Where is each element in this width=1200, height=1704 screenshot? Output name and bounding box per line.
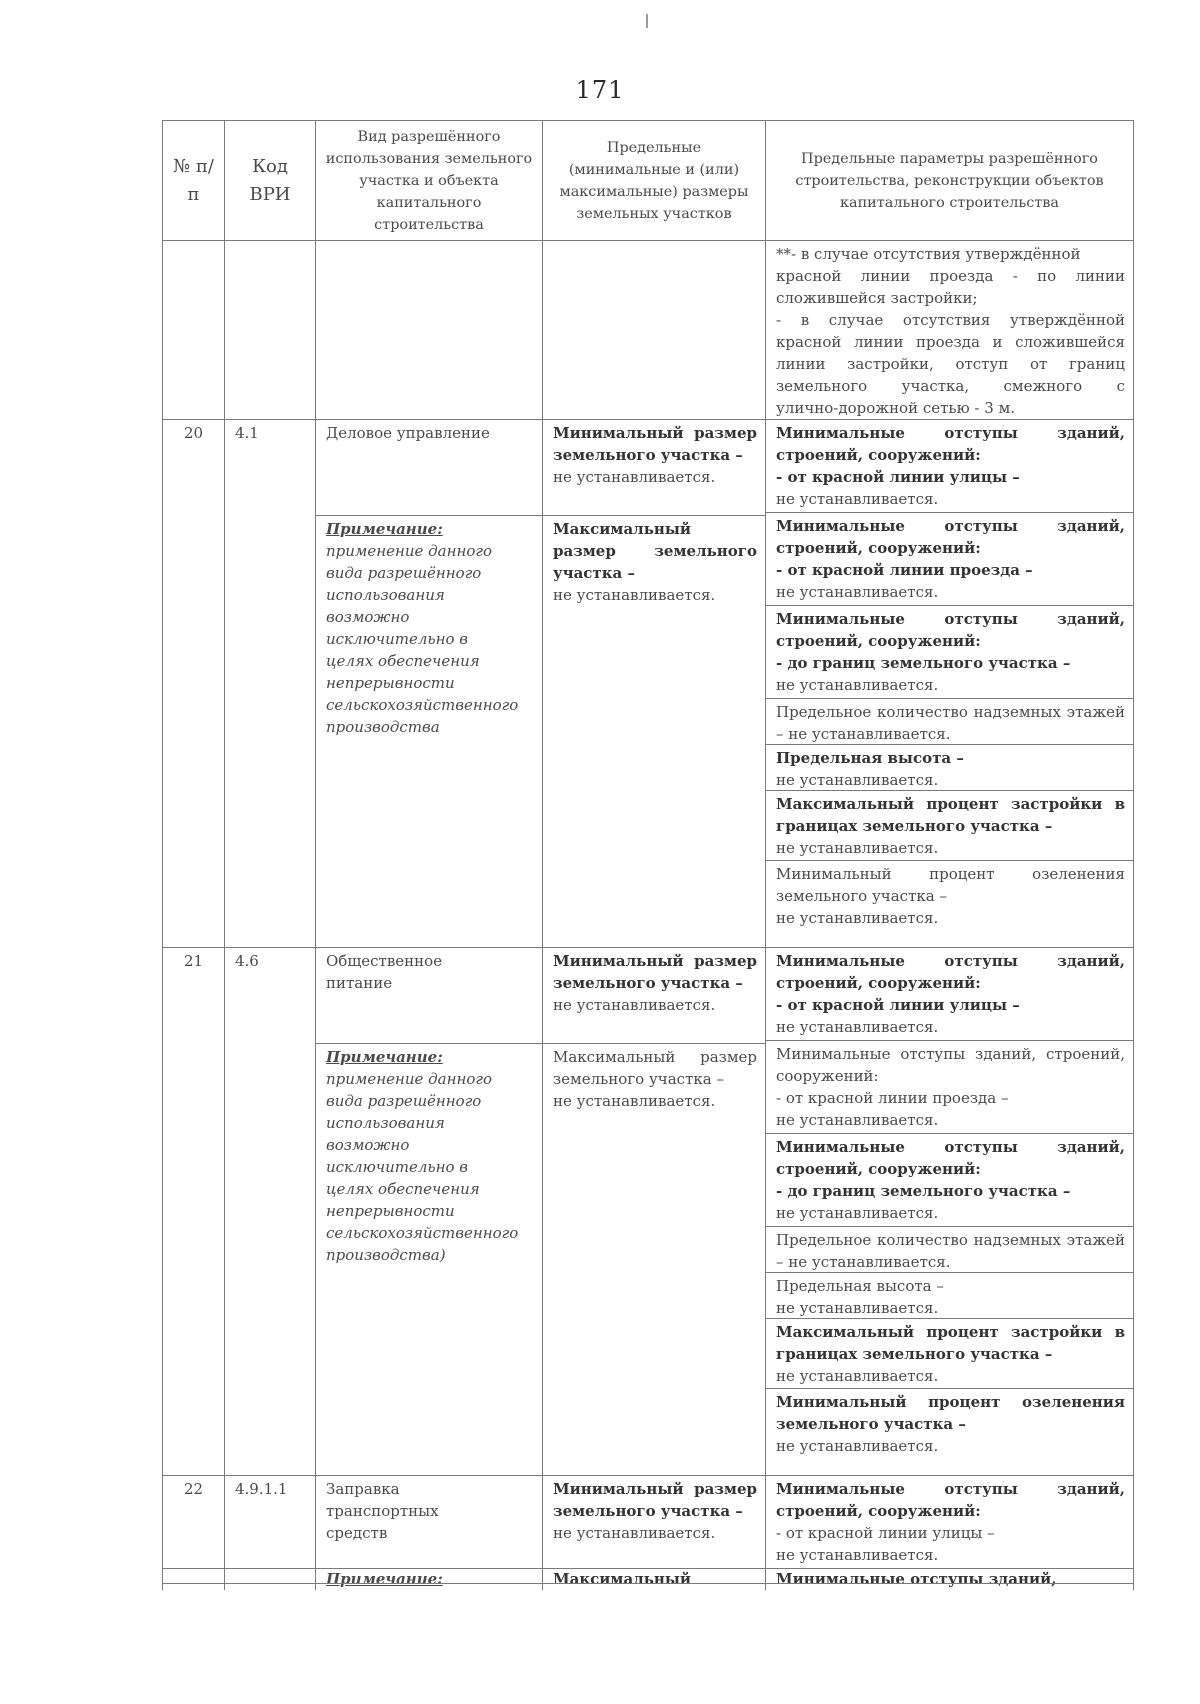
setback-value: не устанавливается.	[776, 490, 939, 508]
setback-passage-text: - от красной линии проезда –	[776, 1089, 1009, 1107]
header-build-params: Предельные параметры разрешённого строительства, реконструкции объектов капитального строительства	[765, 120, 1134, 240]
setback-title: Минимальные отступы зданий, строений, сооружений:	[776, 424, 1125, 464]
setback-title: Минимальные отступы зданий, строений, сооружений:	[776, 610, 1125, 650]
text-line: сложившейся застройки;	[776, 289, 978, 307]
text-line: земельного участка, смежного с	[776, 377, 1125, 395]
greenery-value: не устанавливается.	[776, 1437, 939, 1455]
note-title: Примечание:	[326, 520, 443, 538]
min-size-cell	[543, 420, 765, 515]
min-size-cell	[543, 948, 765, 1043]
table-header	[162, 120, 1134, 240]
greenery-limit	[766, 1388, 1133, 1475]
empty-cell	[224, 240, 315, 419]
page-number: 171	[575, 76, 625, 104]
max-size-value: не устанавливается.	[553, 1092, 716, 1110]
empty-cell	[162, 1568, 224, 1590]
table-row-21	[162, 947, 1134, 1475]
use-kind-name: Общественное питание	[326, 952, 443, 992]
coverage-limit	[766, 790, 1133, 860]
header-plot-sizes: Предельные (минимальные и (или) максимальные) размеры земельных участков	[542, 120, 765, 240]
max-size-value: не устанавливается.	[553, 586, 716, 604]
max-size-title: Максимальный размер земельного участка –	[553, 1048, 757, 1088]
text-line: **- в случае отсутствия утверждённой	[776, 245, 1081, 263]
setback-passage	[766, 512, 1133, 605]
setback-value: не устанавливается.	[776, 583, 939, 601]
setback-passage	[766, 1040, 1133, 1133]
use-kind-name: Деловое управление	[326, 424, 490, 442]
setback-partial	[765, 1568, 1134, 1590]
min-size-value: не устанавливается.	[553, 468, 716, 486]
coverage-value: не устанавливается.	[776, 1367, 939, 1385]
setback-boundary-text: - до границ земельного участка –	[776, 1182, 1071, 1200]
min-size-cell	[542, 1475, 765, 1568]
build-params-column	[765, 419, 1134, 947]
height-value: не устанавливается.	[776, 1299, 939, 1317]
text-line: улично-дорожной сетью - 3 м.	[776, 399, 1016, 417]
text-line: красной линии проезда и сложившейся	[776, 333, 1125, 351]
setback-boundary-text: - до границ земельного участка –	[776, 654, 1071, 672]
setback-first-line: Минимальные отступы зданий,	[776, 1570, 1057, 1588]
setback-value: не устанавливается.	[776, 1204, 939, 1222]
table-row-20	[162, 419, 1134, 947]
setback-title: Минимальные отступы зданий, строений, сооружений:	[776, 952, 1125, 992]
setback-street-text: - от красной линии улицы –	[776, 1524, 995, 1542]
coverage-limit	[766, 1318, 1133, 1388]
setback-title: Минимальные отступы зданий, строений, сооружений:	[776, 1480, 1125, 1520]
header-use-kind: Вид разрешённого использования земельного участка и объекта капитального строительства	[315, 120, 542, 240]
greenery-title: Минимальный процент озеленения земельного участка –	[776, 1393, 1125, 1433]
table-row	[162, 240, 1134, 419]
row-code: 4.1	[224, 419, 315, 947]
table-row-partial	[162, 1568, 1134, 1590]
empty-cell	[224, 1568, 315, 1590]
row-code: 4.6	[224, 947, 315, 1475]
empty-cell	[162, 240, 224, 419]
setback-value: не устанавливается.	[776, 676, 939, 694]
coverage-value: не устанавливается.	[776, 839, 939, 857]
min-size-title: Минимальный размер земельного участка –	[553, 1480, 757, 1520]
table-bottom-border	[162, 1583, 1134, 1584]
empty-cell	[542, 240, 765, 419]
use-kind-column	[315, 419, 542, 947]
plot-size-column	[542, 947, 765, 1475]
setback-title: Минимальные отступы зданий, строений, сооружений:	[776, 1045, 1125, 1085]
table-row-22	[162, 1475, 1134, 1568]
scan-artifact	[646, 14, 648, 28]
setback-value: не устанавливается.	[776, 1018, 939, 1036]
setback-boundary	[766, 1133, 1133, 1226]
setback-passage-text: - от красной линии проезда –	[776, 561, 1033, 579]
continuation-text	[765, 240, 1134, 419]
height-value: не устанавливается.	[776, 771, 939, 789]
note-cell	[316, 1043, 542, 1475]
setback-street-text: - от красной линии улицы –	[776, 996, 1020, 1014]
regulations-table	[162, 120, 1134, 1590]
note-title-partial	[315, 1568, 542, 1590]
min-size-title: Минимальный размер земельного участка –	[553, 952, 757, 992]
height-limit	[766, 1272, 1133, 1318]
note-cell	[316, 515, 542, 947]
setback-street	[766, 419, 1133, 512]
note-title: Примечание:	[326, 1048, 443, 1066]
greenery-value: не устанавливается.	[776, 909, 939, 927]
height-title: Предельная высота –	[776, 749, 964, 767]
max-size-partial	[542, 1568, 765, 1590]
coverage-title: Максимальный процент застройки в границах земельного участка –	[776, 1323, 1125, 1363]
text-line: красной линии проезда - по линии	[776, 267, 1125, 285]
setback-street	[766, 947, 1133, 1040]
setback-value: не устанавливается.	[776, 1546, 939, 1564]
use-kind-column	[315, 947, 542, 1475]
greenery-title: Минимальный процент озеленения земельного участка –	[776, 865, 1125, 905]
floors-limit: Предельное количество надземных этажей – не устанавливается.	[766, 698, 1133, 744]
row-number: 20	[162, 419, 224, 947]
header-number: № п/п	[162, 120, 224, 240]
setback-boundary	[766, 605, 1133, 698]
coverage-title: Максимальный процент застройки в границах земельного участка –	[776, 795, 1125, 835]
min-size-value: не устанавливается.	[553, 1524, 716, 1542]
height-title: Предельная высота –	[776, 1277, 944, 1295]
note-title: Примечание:	[326, 1570, 443, 1588]
max-size-cell	[543, 1043, 765, 1475]
header-code: Код ВРИ	[224, 120, 315, 240]
note-body: применение данного вида разрешённого использования возможно исключительно в целях обеспечения непрерывности сельскохозяйственного производства)	[326, 1070, 519, 1264]
row-number: 21	[162, 947, 224, 1475]
floors-limit: Предельное количество надземных этажей – не устанавливается.	[766, 1226, 1133, 1272]
max-size-title: Максимальный размер земельного участка –	[553, 520, 757, 582]
min-size-title: Минимальный размер земельного участка –	[553, 424, 757, 464]
setback-value: не устанавливается.	[776, 1111, 939, 1129]
build-params-column	[765, 947, 1134, 1475]
row-code: 4.9.1.1	[224, 1475, 315, 1568]
empty-cell	[315, 240, 542, 419]
greenery-limit	[766, 860, 1133, 947]
setback-street	[765, 1475, 1134, 1568]
note-body: применение данного вида разрешённого использования возможно исключительно в целях обеспечения непрерывности сельскохозяйственного производства	[326, 542, 519, 736]
setback-title: Минимальные отступы зданий, строений, сооружений:	[776, 517, 1125, 557]
text-line: линии застройки, отступ от границ	[776, 355, 1125, 373]
max-size-cell	[543, 515, 765, 947]
setback-street-text: - от красной линии улицы –	[776, 468, 1020, 486]
plot-size-column	[542, 419, 765, 947]
row-number: 22	[162, 1475, 224, 1568]
max-size-word: Максимальный	[553, 1570, 692, 1588]
use-kind-name: Заправка транспортных средств	[315, 1475, 542, 1568]
height-limit	[766, 744, 1133, 790]
min-size-value: не устанавливается.	[553, 996, 716, 1014]
text-line: - в случае отсутствия утверждённой	[776, 311, 1125, 329]
setback-title: Минимальные отступы зданий, строений, сооружений:	[776, 1138, 1125, 1178]
